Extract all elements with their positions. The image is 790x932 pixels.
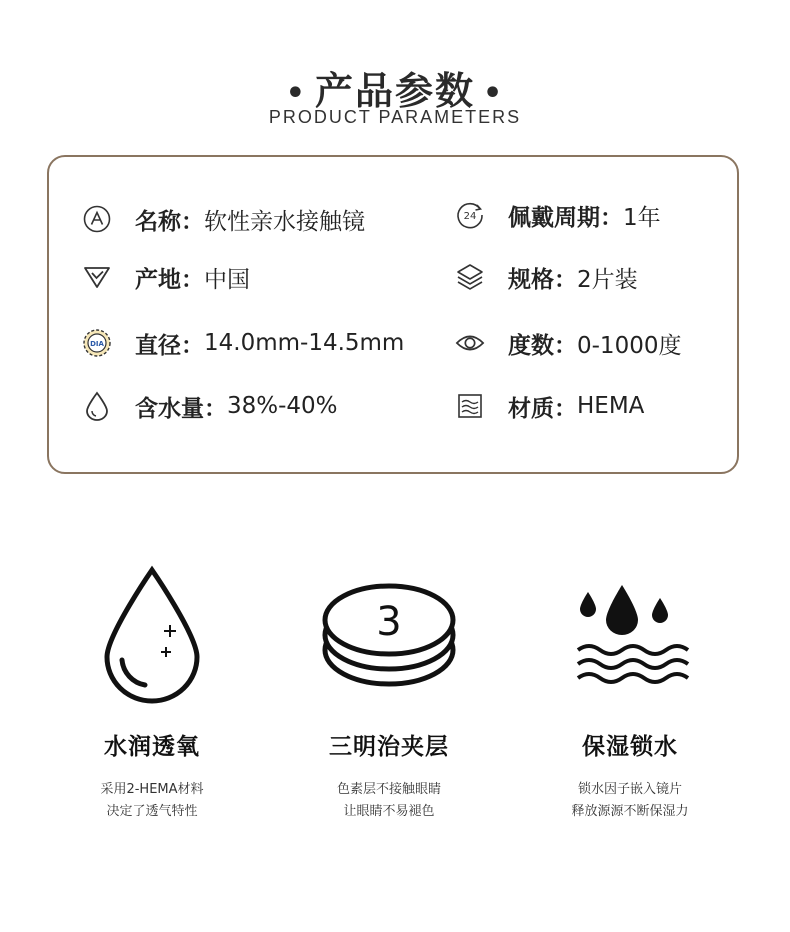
feature-desc-line: 采用2-HEMA材料 [100, 782, 204, 797]
param-value: 0-1000度 [577, 332, 682, 359]
feature-desc-line: 释放源源不断保湿力 [571, 804, 689, 819]
param-key: 含水量： [135, 395, 227, 422]
param-key: 佩戴周期： [508, 204, 623, 231]
param-value: 2片装 [577, 266, 638, 293]
param-spec [455, 257, 638, 297]
drop-sparkle-icon [97, 565, 207, 705]
feature-desc-line: 决定了透气特性 [106, 804, 198, 819]
param-key: 名称： [135, 208, 204, 235]
triangle-shield-icon [82, 262, 112, 292]
feature-name: 保湿锁水 [582, 734, 678, 760]
param-value: HEMA [577, 393, 645, 419]
page-subtitle: PRODUCT PARAMETERS [268, 107, 522, 127]
param-name [82, 199, 365, 239]
param-water-content [82, 386, 338, 426]
param-key: 直径： [135, 332, 204, 359]
param-key: 度数： [508, 332, 577, 359]
param-origin [82, 257, 250, 297]
water-drop-icon [82, 391, 112, 421]
feature-sandwich [269, 560, 509, 823]
feature-name: 水润透氧 [104, 734, 200, 760]
feature-desc-line: 色素层不接触眼睛 [336, 782, 441, 797]
param-value: 1年 [623, 204, 661, 231]
param-wear-cycle [455, 195, 661, 235]
param-value: 软性亲水接触镜 [204, 208, 365, 235]
layers-icon [455, 262, 485, 292]
material-icon [455, 391, 485, 421]
feature-desc-line: 锁水因子嵌入镜片 [577, 782, 682, 797]
parameters-card [47, 155, 739, 474]
eye-icon [455, 328, 485, 358]
feature-name: 三明治夹层 [329, 734, 449, 760]
sandwich-layers-icon [319, 575, 459, 695]
feature-desc-line: 让眼睛不易褪色 [343, 804, 435, 819]
param-key: 规格： [508, 266, 577, 293]
feature-moisture-lock [510, 560, 750, 823]
drops-waves-icon [570, 580, 690, 690]
clock-24-icon [455, 200, 485, 230]
param-diameter [82, 323, 404, 363]
feature-hydration [32, 560, 272, 823]
param-value: 14.0mm-14.5mm [204, 330, 405, 356]
param-power [455, 323, 681, 363]
param-material [455, 386, 644, 426]
dia-label: DIA [90, 340, 104, 348]
dia-icon [82, 328, 112, 358]
param-value: 中国 [204, 266, 250, 293]
param-key: 产地： [135, 266, 204, 293]
clock-24-label: 24 [463, 211, 477, 222]
layer-count-badge: 3 [376, 599, 402, 645]
title-text: 产品参数 [314, 69, 475, 113]
title-dot-right: • [483, 76, 505, 111]
param-value: 38%-40% [227, 393, 338, 419]
title-dot-left: • [285, 76, 307, 111]
a-circle-icon [82, 204, 112, 234]
param-key: 材质： [508, 395, 577, 422]
